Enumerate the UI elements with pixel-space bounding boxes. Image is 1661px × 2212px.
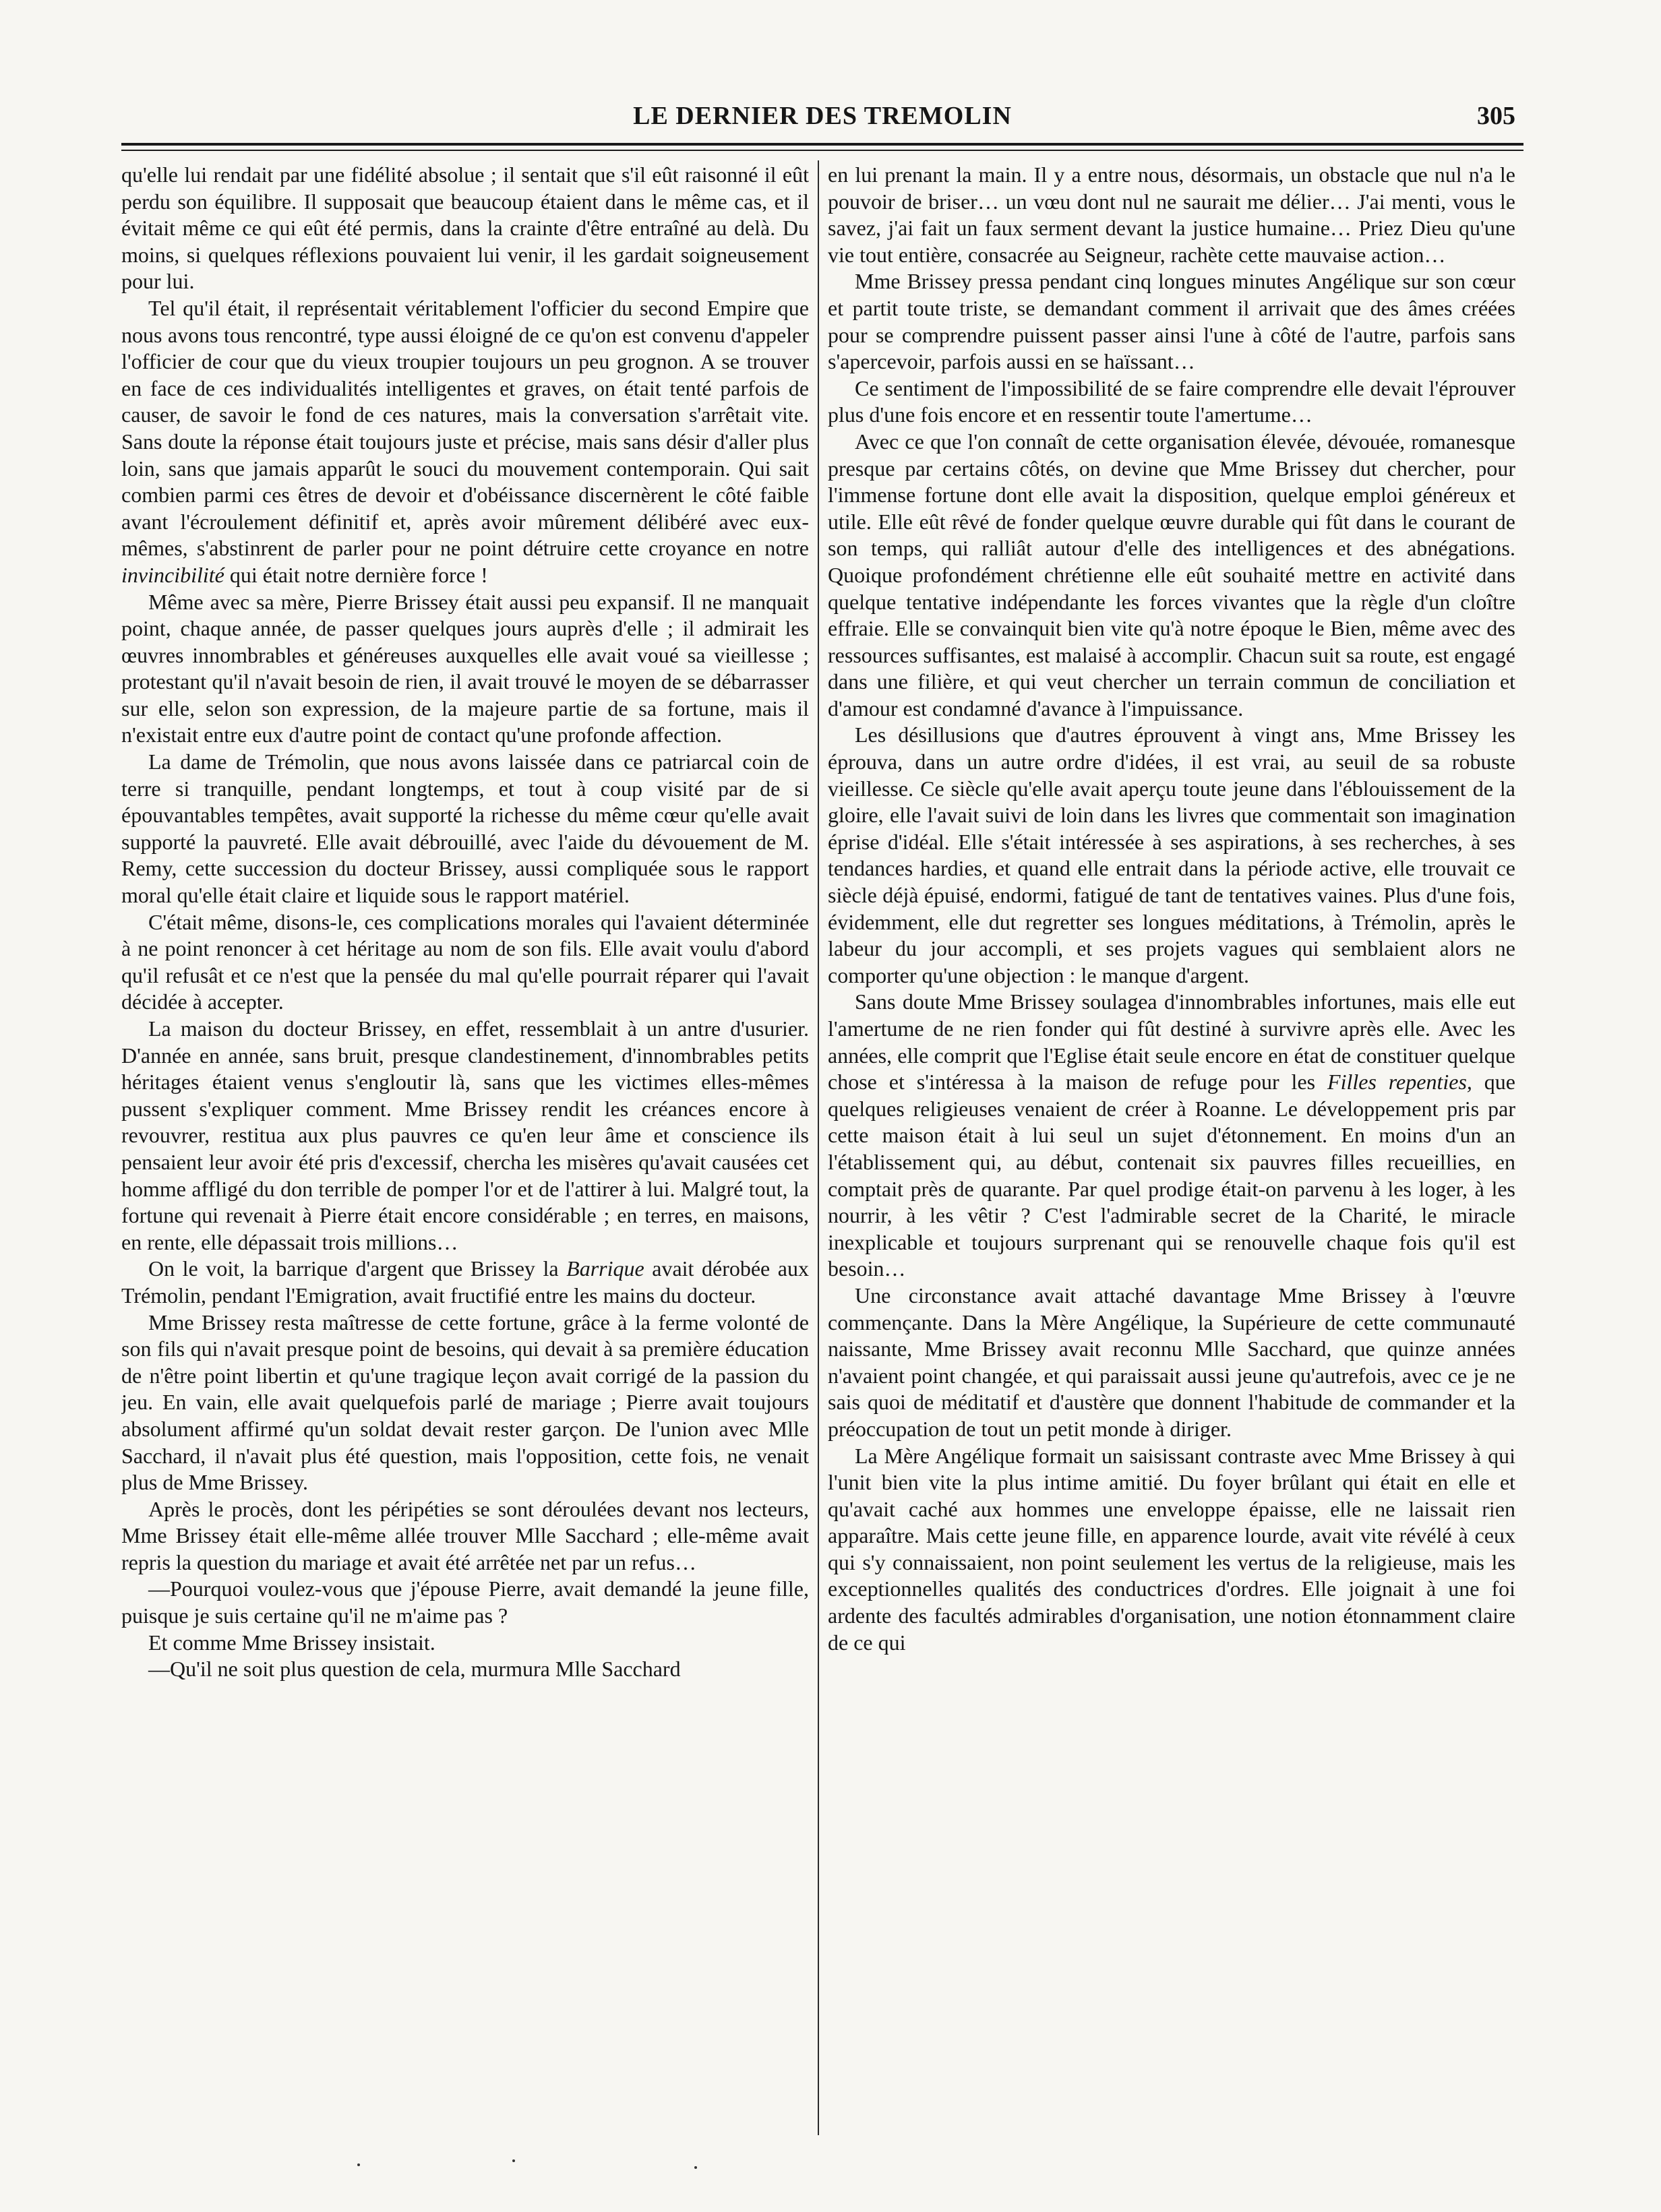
paragraph [828,1443,1515,1657]
paragraph [121,1576,809,1629]
paragraph-text: On le voit, la barrique d'argent que Brissey la [148,1256,567,1281]
paragraph-text: Mme Brissey pressa pendant cinq longues minutes Angélique sur son cœur et partit toute triste, se demandant comment il arrivait que des âmes créées pour se comprendre puissent passer ainsi l'une à côté de l'autre, parfois sans s'apercevoir, parfois aussi en se haïssant… [828,269,1515,374]
paragraph-text: C'était même, disons-le, ces complications morales qui l'avaient déterminée à ne point renoncer à cet héritage au nom de son fils. Elle avait voulu d'abord qu'il refusât et ce n'est que la pensée du mal qu'elle pourrait réparer qui l'avait décidée à accepter. [121,909,809,1014]
paragraph [121,1016,809,1256]
header-rule-thin [121,150,1523,151]
paragraph-text-tail: que quelques religieuses venaient de créer à Roanne. Le développement pris par cette maison était à lui seul un sujet d'étonnement. En moins d'un an l'établissement qui, au début, contenait six pauvres filles recueillies, en comptait près de quarante. Par quel prodige était-on parvenu à les loger, à les nourrir, à les vêtir ? C'est l'admirable secret de la Charité, le miracle inexplicable et toujours surprenant qui se renouvelle chaque fois qu'il est besoin… [828,1070,1515,1281]
page-header [121,101,1523,139]
paragraph-text: La Mère Angélique formait un saisissant contraste avec Mme Brissey à qui l'unit bien vite la plus intime amitié. Du foyer brûlant qui était en elle et qu'avait caché aux hommes une enveloppe épaisse, elle ne laissait rien apparaître. Mais cette jeune fille, en apparence lourde, avait vite révélé à ceux qui s'y connaissaient, non point seulement les vertus de la religieuse, mais les exceptionnelles qualités des conductrices d'ordres. Elle joignait à une foi ardente des facultés admirables d'organisation, une notion étonnamment claire de ce qui [828,1443,1515,1655]
paragraph-text-tail: avait dérobée aux Trémolin, pendant l'Emigration, avait fructifié entre les mains du docteur. [121,1256,809,1308]
paragraph-text: Sans doute Mme Brissey soulagea d'innombrables infortunes, mais elle eut l'amertume de ne rien fonder qui fût destiné à survivre après elle. Avec les années, elle comprit que l'Eglise était seule encore en état de constituer quelque chose et s'intéressa à la maison de refuge pour les [828,989,1515,1095]
right-column [828,162,1515,2130]
paragraph-text: —Qu'il ne soit plus question de cela, murmura Mlle Sacchard [148,1657,681,1682]
paragraph [121,1656,809,1683]
paragraph-text: en lui prenant la main. Il y a entre nous, désormais, un obstacle que nul n'a le pouvoir de briser… un vœu dont nul ne saurait me délier… J'ai menti, vous le savez, j'ai fait un faux serment devant la justice humaine… Priez Dieu qu'une vie tout entière, consacrée au Seigneur, rachète cette mauvaise action… [828,162,1515,267]
print-specks [357,2157,762,2177]
paragraph [828,375,1515,429]
paragraph [828,722,1515,989]
paragraph-text: Mme Brissey resta maîtresse de cette fortune, grâce à la ferme volonté de son fils qui n'avait presque point de besoins, qui devait à sa première éducation de n'être point libertin et qu'une tragique leçon avait corrigé de la passion du jeu. En vain, elle avait quelquefois parlé de mariage ; Pierre avait toujours absolument affirmé qu'un soldat devait rester garçon. De l'union avec Mlle Sacchard, il n'avait plus été question, mais l'opposition, cette fois, ne venait plus de Mme Brissey. [121,1310,809,1495]
paragraph [828,268,1515,375]
paragraph-text-tail: qui était notre dernière force ! [224,562,488,587]
paragraph-text: —Pourquoi voulez-vous que j'épouse Pierre, avait demandé la jeune fille, puisque je suis certaine qu'il ne m'aime pas ? [121,1576,809,1628]
paragraph-text: Une circonstance avait attaché davantage Mme Brissey à l'œuvre commençante. Dans la Mère Angélique, la Supérieure de cette communauté naissante, Mme Brissey avait reconnu Mlle Sacchard, que quinze années n'avaient point changée, et qui paraissait aussi jeune qu'autrefois, avec ce je ne sais quoi de méditatif et d'austère que donnent l'habitude de commander et la préoccupation de tout un petit monde à diriger. [828,1283,1515,1441]
paragraph-text: Avec ce que l'on connaît de cette organisation élevée, dévouée, romanesque presque par certains côtés, on devine que Mme Brissey dut chercher, pour l'immense fortune dont elle avait la disposition, quelque emploi généreux et utile. Elle eût rêvé de fonder quelque œuvre durable qui fût dans le courant de son temps, qui ralliât autour d'elle des intelligences et des abnégations. Quoique profondément chrétienne elle eût souhaité mettre en activité dans quelque tentative indépendante les forces vivantes que la règle d'un cloître effraie. Elle se convainquit bien vite qu'à notre époque le Bien, même avec des ressources suffisantes, est malaisé à accomplir. Chacun suit sa route, est engagé dans une filière, et qui veut chercher un terrain commun de conciliation et d'amour est condamné d'avance à l'impuissance. [828,429,1515,720]
paragraph [121,295,809,589]
paragraph-text: La dame de Trémolin, que nous avons laissée dans ce patriarcal coin de terre si tranquille, pendant longtemps, et tout à coup visité par de si épouvantables tempêtes, avait supporté la richesse du même cœur qu'elle avait supporté la pauvreté. Elle avait débrouillé, avec l'aide du dévouement de M. Remy, cette succession du docteur Brissey, aussi compliquée sous le rapport moral qu'elle était claire et liquide sous le rapport matériel. [121,749,809,908]
paragraph [121,909,809,1016]
paragraph [121,589,809,749]
running-title: LE DERNIER DES TREMOLIN [633,102,1012,130]
italic-term: Filles repenties, [1327,1070,1472,1095]
paragraph [121,1496,809,1576]
paragraph [828,1283,1515,1443]
paragraph [121,1310,809,1496]
paragraph-text: Ce sentiment de l'impossibilité de se faire comprendre elle devait l'éprouver plus d'une fois encore et en ressentir toute l'amertume… [828,375,1515,427]
left-column [121,162,809,2130]
italic-term: Barrique [566,1256,644,1281]
paragraph [828,989,1515,1283]
paragraph-text: Et comme Mme Brissey insistait. [148,1630,435,1655]
paragraph [121,1630,809,1657]
paragraph-text: Tel qu'il était, il représentait véritablement l'officier du second Empire que nous avons tous rencontré, type aussi éloigné de ce qu'on est convenu d'appeler l'officier de cour que du vieux troupier toujours un peu grognon. A se trouver en face de ces individualités intelligentes et graves, on était tenté parfois de causer, de savoir le fond de ces natures, mais la conversation s'arrêtait vite. Sans doute la réponse était toujours juste et précise, mais sans désir d'aller plus loin, sans que jamais apparût le souci du mouvement contemporain. Qui sait combien parmi ces êtres de devoir et d'obéissance discernèrent le côté faible avant l'écroulement définitif et, après avoir mûrement délibéré avec eux-mêmes, s'abstinrent de parler pour ne point détruire cette croyance en notre [121,295,809,561]
paragraph [828,162,1515,268]
paragraph-text: Après le procès, dont les péripéties se sont déroulées devant nos lecteurs, Mme Brissey était elle-même allée trouver Mlle Sacchard ; elle-même avait repris la question du mariage et avait été arrêtée net par un refus… [121,1496,809,1574]
paragraph-text: La maison du docteur Brissey, en effet, ressemblait à un antre d'usurier. D'année en année, sans bruit, presque clandestinement, d'innombrables petits héritages étaient venus s'engloutir là, sans que les victimes elles-mêmes pussent s'expliquer comment. Mme Brissey rendit les créances encore à revouvrer, restitua aux plus pauvres ce qu'en leur âme et conscience ils pensaient leur avoir été pris d'excessif, chercha les misères qu'avait causées cet homme affligé du don terrible de pomper l'or et de l'attirer à lui. Malgré tout, la fortune qui revenait à Pierre était encore considérable ; en terres, en maisons, en rente, elle dépassait trois millions… [121,1016,809,1254]
paragraph [121,162,809,295]
paragraph-text: Même avec sa mère, Pierre Brissey était aussi peu expansif. Il ne manquait point, chaque année, de passer quelques jours auprès d'elle ; il admirait les œuvres innombrables et généreuses auxquelles elle avait voué sa vieillesse ; protestant qu'il n'avait besoin de rien, il avait trouvé le moyen de se débarrasser sur elle, selon son expression, de la majeure partie de sa fortune, mais il n'existait entre eux d'autre point de contact qu'une profonde affection. [121,589,809,747]
header-rule-thick [121,143,1523,146]
column-divider [818,160,819,2135]
italic-term: invincibilité [121,562,224,587]
paragraph [828,429,1515,723]
page-number: 305 [1477,102,1515,130]
paragraph-text: Les désillusions que d'autres éprouvent à vingt ans, Mme Brissey les éprouva, dans un autre ordre d'idées, il est vrai, au seuil de sa robuste vieillesse. Ce siècle qu'elle avait aperçu toute jeune dans l'éblouissement de la gloire, elle l'avait suivi de loin dans les livres que commentait son imagination éprise d'idéal. Elle s'était intéressée à ses aspirations, à ses recherches, à ses tendances hardies, et quand elle entrait dans la période active, elle trouvait ce siècle déjà épuisé, endormi, fatigué de tant de tentatives vaines. Plus d'une fois, évidemment, elle dut regretter ses longues méditations, à Trémolin, après le labeur du jour accompli, et ses projets vagues qui semblaient alors ne comporter qu'une objection : le manque d'argent. [828,723,1515,987]
paragraph [121,1256,809,1309]
paragraph [121,749,809,909]
paragraph-text: qu'elle lui rendait par une fidélité absolue ; il sentait que s'il eût raisonné il eût perdu son équilibre. Il supposait que beaucoup étaient dans le même cas, et il évitait même ce qui eût été permis, dans la crainte d'être entraîné au delà. Du moins, si quelques réflexions pouvaient lui venir, il les gardait soigneusement pour lui. [121,162,809,294]
